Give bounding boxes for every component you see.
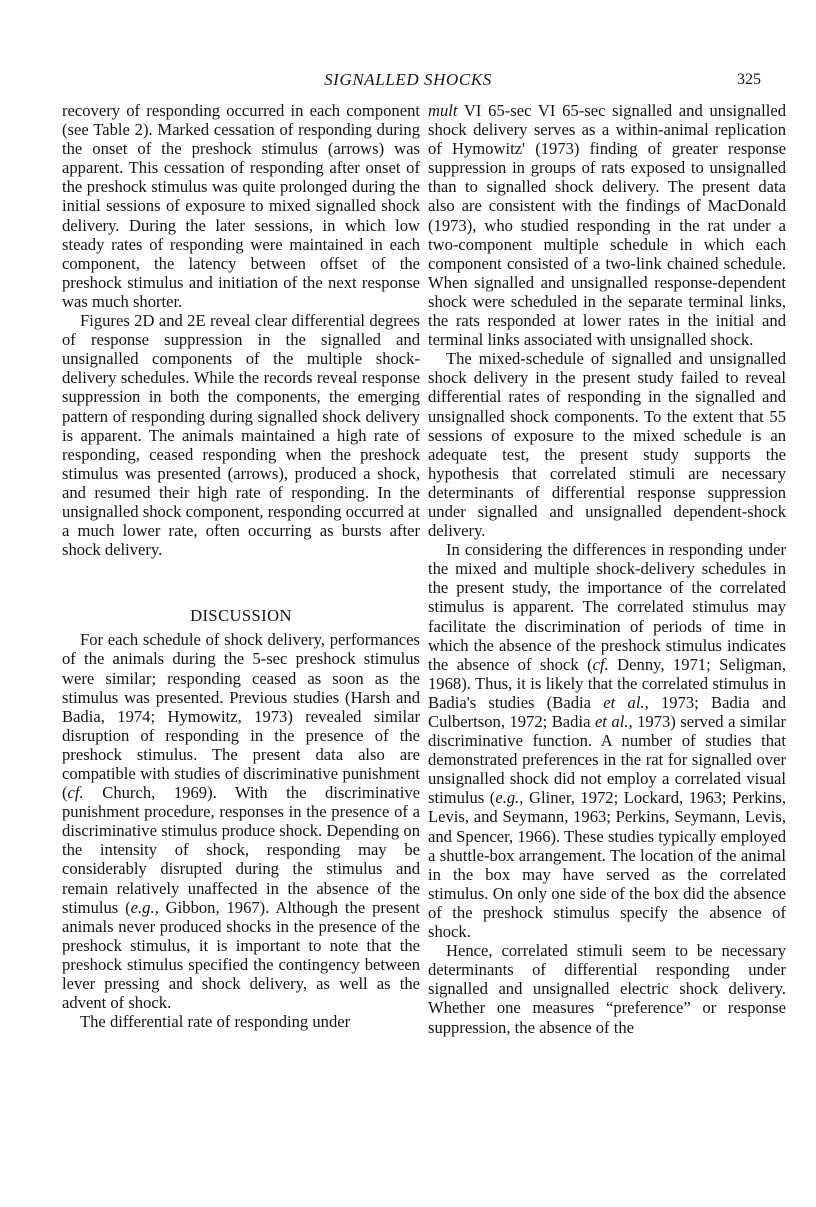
running-head [0,70,816,94]
paragraph-mixed-schedule: The mixed-schedule of signalled and unsignalled shock delivery in the present study failed to reveal differential rates of responding in the signalled and unsignalled shock components. To the extent that 55 sessions of exposure to the mixed schedule is an adequate test, the present study supports the hypothesis that correlated stimuli are necessary determinants of differential response suppression under signalled and unsignalled dependent-shock delivery. [428,349,786,541]
paragraph-conclusion-start: Hence, correlated stimuli seem to be necessary determinants of differential responding under signalled and unsignalled electric shock delivery. Whether one measures “preference” or response suppression, the absence of the [428,941,786,1037]
right-column [428,101,786,1037]
page-number: 325 [737,71,761,88]
paragraph-results-continued: recovery of responding occurred in each component (see Table 2). Marked cessation of responding during the onset of the preshock stimulus (arrows) was apparent. This cessation of responding after onset of the preshock stimulus was quite prolonged during the initial sessions of exposure to mixed signalled shock delivery. During the later sessions, in which low steady rates of responding were maintained in each component, the latency between offset of the preshock stimulus and initiation of the next response was much shorter. [62,101,420,311]
running-title: SIGNALLED SHOCKS [324,70,492,89]
paragraph-discussion-1: For each schedule of shock delivery, performances of the animals during the 5-sec preshock stimulus were similar; responding ceased as soon as the stimulus was presented. Previous studies (Harsh and Badia, 1974; Hymowitz, 1973) revealed similar disruption of responding in the presence of the preshock stimulus. The present data also are compatible with studies of discriminative punishment (cf. Church, 1969). With the discriminative punishment procedure, responses in the presence of a discriminative stimulus produce shock. Depending on the intensity of shock, responding may be considerably disrupted during the stimulus and remain relatively unaffected in the absence of the stimulus (e.g., Gibbon, 1967). Although the present animals never produced shocks in the presence of the preshock stimulus, it is important to note that the preshock stimulus specified the contingency between lever pressing and shock delivery, as well as the advent of shock. [62,630,421,1013]
paragraph-correlated-stimulus: In considering the differences in responding under the mixed and multiple shock-delivery schedules in the present study, the importance of the correlated stimulus is apparent. The correlated stimulus may facilitate the discrimination of periods of time in which the absence of the preshock stimulus indicates the absence of shock (cf. Denny, 1971; Seligman, 1968). Thus, it is likely that the correlated stimulus in Badia's studies (Badia et al., 1973; Badia and Culbertson, 1972; Badia et al., 1973) served a similar discriminative function. A number of studies that demonstrated preferences in the rat for signalled over unsignalled shock did not employ a correlated visual stimulus (e.g., Gliner, 1972; Lockard, 1963; Perkins, Levis, and Seymann, 1963; Perkins, Seymann, Levis, and Spencer, 1966). These studies typically employed a shuttle-box arrangement. The location of the animal in the box may have served as the correlated stimulus. On only one side of the box did the absence of the preshock stimulus specify the absence of shock. [428,540,787,942]
left-column [62,101,420,1031]
paragraph-discussion-2-start: The differential rate of responding under [80,1012,351,1032]
paragraph-discussion-2-continued: mult VI 65-sec VI 65-sec signalled and unsignalled shock delivery serves as a within-animal replication of Hymowitz' (1973) finding of greater response suppression in groups of rats exposed to unsignalled than to signalled shock delivery. The present data also are consistent with the findings of MacDonald (1973), who studied responding in the rat under a two-component multiple schedule in which each component consisted of a two-link chained schedule. When signalled and unsignalled response-dependent shock were scheduled in the separate terminal links, the rats responded at lower rates in the initial and terminal links associated with unsignalled shock. [428,101,786,350]
paragraph-figures-2d-2e: Figures 2D and 2E reveal clear differential degrees of response suppression in the signalled and unsignalled components of the multiple shock-delivery schedules. While the records reveal response suppression in both the components, the emerging pattern of responding during signalled shock delivery is apparent. The animals maintained a high rate of responding, ceased responding when the preshock stimulus was presented (arrows), produced a shock, and resumed their high rate of responding. In the unsignalled shock component, responding occurred at a much lower rate, often occurring as bursts after shock delivery. [62,311,420,560]
section-heading-discussion: DISCUSSION [190,606,292,626]
